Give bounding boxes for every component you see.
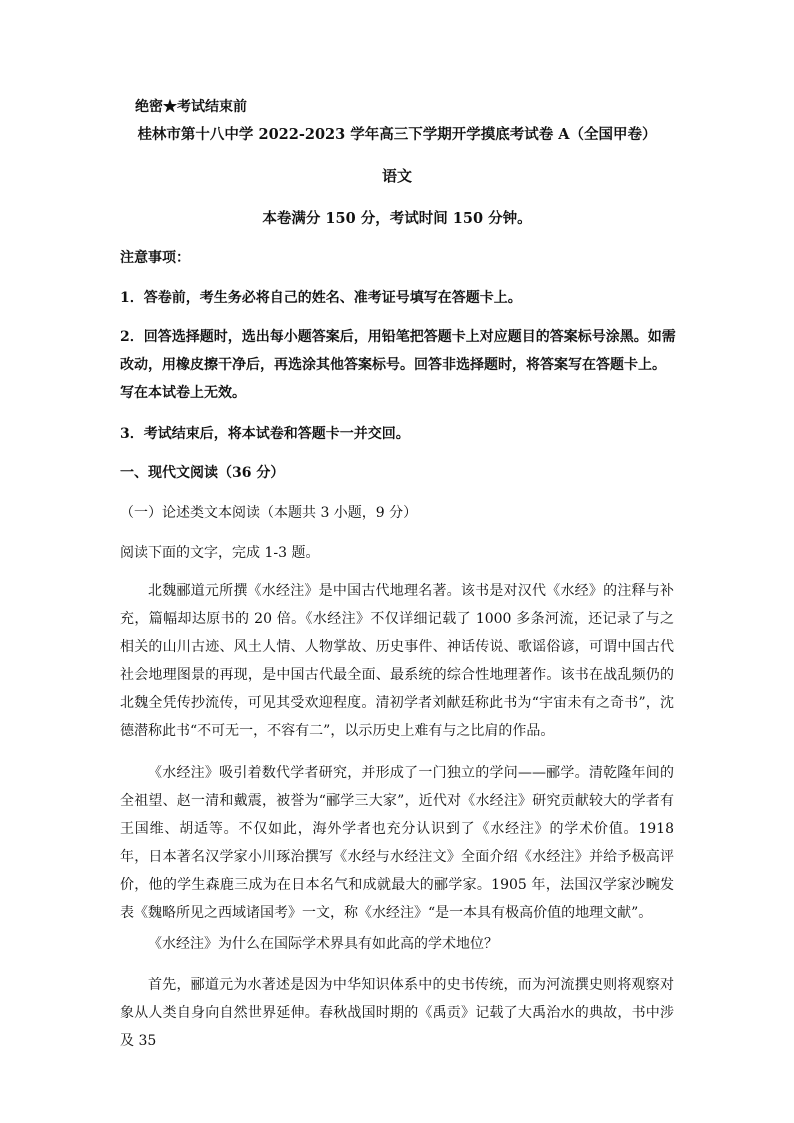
passage-p1-text: 北魏郦道元所撰《水经注》是中国古代地理名著。该书是对汉代《水经》的注释与补充，篇幅却达原书的 20 倍。《水经注》不仅详细记载了 1000 多条河流，还记录了与之相关的山川古迹、风土人情、人物掌故、历史事件、神话传说、歌谣俗谚，可谓中国古代社会地理图景的再现，是中国古代最全面、最系统的综合性地理著作。该书在战乱频仍的北魏全凭传抄流传，可见其受欢迎程度。清初学者刘献廷称此书为“宇宙未有之奇书”，沈德潜称此书“不可无一，不容有二”，以示历史上难有与之比肩的作品。	[120, 583, 674, 739]
reading-instruction: 阅读下面的文字，完成 1-3 题。	[120, 545, 320, 561]
section-heading: 一、现代文阅读（36 分）	[120, 465, 285, 481]
passage-paragraph-1	[120, 577, 674, 745]
passage-p2-text: 《水经注》吸引着数代学者研究，并形成了一门独立的学问——郦学。清乾隆年间的全祖望、赵一清和戴震，被誉为“郦学三大家”，近代对《水经注》研究贡献较大的学者有王国维、胡适等。不仅如此，海外学者也充分认识到了《水经注》的学术价值。1918 年，日本著名汉学家小川琢治撰写《水经与水经注文》全面介绍《水经注》并给予极高评价，他的学生森鹿三成为在日本名气和成就最大的郦学家。1905 年，法国汉学家沙畹发表《魏略所见之西域诸国考》一文，称《水经注》“是一本具有极高价值的地理文献”。	[120, 765, 674, 921]
notes-heading: 注意事项：	[120, 250, 190, 266]
confidential-mark: 绝密★考试结束前	[135, 99, 247, 115]
passage-paragraph-3	[120, 930, 674, 958]
passage-p4-text: 首先，郦道元为水著述是因为中华知识体系中的史书传统，而为河流撰史则将观察对象从人类自身向自然世界延伸。春秋战国时期的《禹贡》记载了大禹治水的典故，书中涉及 35	[120, 977, 674, 1049]
passage-paragraph-2	[120, 759, 674, 927]
passage-p3-text: 《水经注》为什么在国际学术界具有如此高的学术地位？	[148, 936, 498, 952]
notes-item-2-line-1: 2．回答选择题时，选出每小题答案后，用铅笔把答题卡上对应题目的答案标号涂黑。如需	[120, 329, 676, 345]
subsection-heading: （一）论述类文本阅读（本题共 3 小题，9 分）	[120, 505, 418, 521]
notes-item-2-line-2: 改动，用橡皮擦干净后，再选涂其他答案标号。回答非选择题时，将答案写在答题卡上。	[120, 357, 666, 373]
notes-item-3: 3．考试结束后，将本试卷和答题卡一并交回。	[120, 426, 410, 442]
passage-paragraph-4	[120, 971, 674, 1055]
score-info: 本卷满分 150 分，考试时间 150 分钟。	[262, 210, 532, 227]
subject-title: 语文	[381, 167, 412, 185]
notes-item-1: 1．答卷前，考生务必将自己的姓名、准考证号填写在答题卡上。	[120, 290, 522, 306]
notes-item-2-line-3: 写在本试卷上无效。	[120, 385, 246, 401]
exam-title: 桂林市第十八中学 2022-2023 学年高三下学期开学摸底考试卷 A（全国甲卷）	[137, 126, 657, 143]
